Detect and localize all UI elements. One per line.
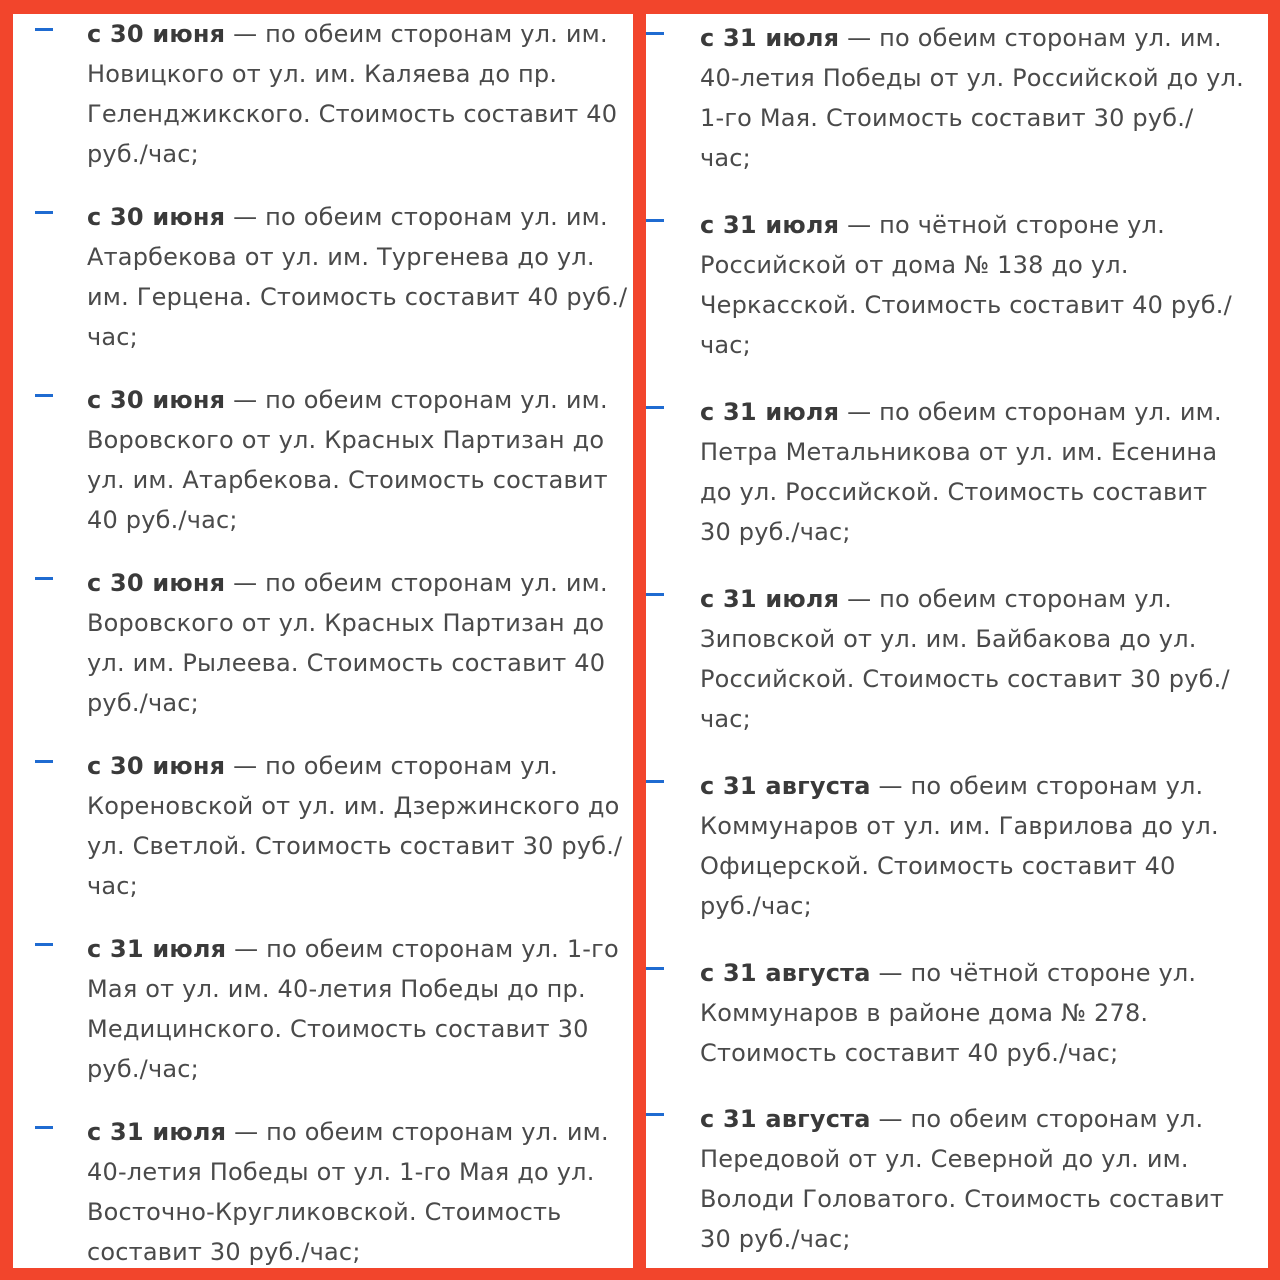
item-line: час; <box>700 331 751 359</box>
item-text <box>87 563 629 723</box>
item-line: Восточно-Кругликовской. Стоимость <box>87 1198 562 1226</box>
item-line: 40-летия Победы от ул. 1-го Мая до ул. <box>87 1158 595 1186</box>
item-line: руб./час; <box>700 892 812 920</box>
dash-bullet-icon <box>646 967 664 970</box>
item-line: 30 руб./час; <box>700 518 851 546</box>
item-line: Новицкого от ул. им. Каляева до пр. <box>87 60 558 88</box>
left-column <box>13 14 633 1268</box>
item-line: — по обеим сторонам ул. им. <box>839 24 1222 52</box>
dash-bullet-icon <box>35 1126 53 1129</box>
item-line: Зиповской от ул. им. Байбакова до ул. <box>700 625 1197 653</box>
item-date: с 31 августа <box>700 772 871 800</box>
item-line: 1-го Мая. Стоимость составит 30 руб./ <box>700 104 1194 132</box>
item-line: Черкасской. Стоимость составит 40 руб./ <box>700 291 1232 319</box>
item-line: Воровского от ул. Красных Партизан до <box>87 426 605 454</box>
item-line: час; <box>87 323 138 351</box>
item-line: Володи Головатого. Стоимость составит <box>700 1185 1225 1213</box>
item-line: составит 30 руб./час; <box>87 1238 361 1266</box>
dash-bullet-icon <box>35 28 53 31</box>
dash-bullet-icon <box>646 32 664 35</box>
item-text <box>700 953 1264 1073</box>
item-line: — по обеим сторонам ул. <box>225 752 559 780</box>
item-date: с 31 августа <box>700 959 871 987</box>
item-date: с 31 июля <box>700 398 840 426</box>
item-date: с 31 августа <box>700 1105 871 1133</box>
item-line: 30 руб./час; <box>700 1225 851 1253</box>
item-date: с 31 июля <box>700 211 840 239</box>
item-line: 40 руб./час; <box>87 506 238 534</box>
item-line: ул. Светлой. Стоимость составит 30 руб./ <box>87 832 623 860</box>
item-line: Офицерской. Стоимость составит 40 <box>700 852 1176 880</box>
item-date: с 30 июня <box>87 386 226 414</box>
item-line: час; <box>700 144 751 172</box>
item-line: Медицинского. Стоимость составит 30 <box>87 1015 589 1043</box>
item-line: час; <box>87 872 138 900</box>
item-line: — по чётной стороне ул. <box>870 959 1197 987</box>
item-line: Воровского от ул. Красных Партизан до <box>87 609 605 637</box>
dash-bullet-icon <box>35 211 53 214</box>
item-line: руб./час; <box>87 1055 199 1083</box>
item-text <box>87 380 629 540</box>
item-line: руб./час; <box>87 689 199 717</box>
item-line: — по обеим сторонам ул. им. <box>225 386 608 414</box>
item-line: — по обеим сторонам ул. им. <box>225 203 608 231</box>
dash-bullet-icon <box>35 760 53 763</box>
item-date: с 30 июня <box>87 752 226 780</box>
dash-bullet-icon <box>646 780 664 783</box>
item-date: с 31 июля <box>700 24 840 52</box>
item-text <box>700 579 1264 739</box>
item-line: Коммунаров от ул. им. Гаврилова до ул. <box>700 812 1219 840</box>
item-line: Петра Метальникова от ул. им. Есенина <box>700 438 1218 466</box>
item-line: Стоимость составит 40 руб./час; <box>700 1039 1119 1067</box>
item-text <box>87 746 629 906</box>
item-text <box>87 197 629 357</box>
item-line: — по обеим сторонам ул. им. <box>225 20 608 48</box>
dash-bullet-icon <box>646 1113 664 1116</box>
dash-bullet-icon <box>646 219 664 222</box>
item-text <box>700 18 1264 178</box>
item-line: им. Герцена. Стоимость составит 40 руб./ <box>87 283 628 311</box>
item-date: с 30 июня <box>87 20 226 48</box>
dash-bullet-icon <box>35 394 53 397</box>
dash-bullet-icon <box>35 943 53 946</box>
item-line: — по чётной стороне ул. <box>839 211 1165 239</box>
item-line: Российской. Стоимость составит 30 руб./ <box>700 665 1230 693</box>
dash-bullet-icon <box>646 593 664 596</box>
item-line: Передовой от ул. Северной до ул. им. <box>700 1145 1189 1173</box>
item-line: ул. им. Рылеева. Стоимость составит 40 <box>87 649 606 677</box>
item-line: Кореновской от ул. им. Дзержинского до <box>87 792 620 820</box>
item-line: руб./час; <box>87 140 199 168</box>
item-text <box>87 14 629 174</box>
item-line: — по обеим сторонам ул. им. <box>839 398 1222 426</box>
item-text <box>700 392 1264 552</box>
item-line: — по обеим сторонам ул. <box>839 585 1173 613</box>
item-text <box>87 1112 629 1268</box>
item-date: с 30 июня <box>87 203 226 231</box>
item-date: с 31 июля <box>87 935 227 963</box>
item-line: — по обеим сторонам ул. им. <box>226 1118 609 1146</box>
item-text <box>700 1099 1264 1259</box>
item-line: — по обеим сторонам ул. им. <box>225 569 608 597</box>
item-date: с 31 июля <box>87 1118 227 1146</box>
item-line: Атарбекова от ул. им. Тургенева до ул. <box>87 243 595 271</box>
item-line: час; <box>700 705 751 733</box>
item-line: Российской от дома № 138 до ул. <box>700 251 1129 279</box>
item-line: Коммунаров в районе дома № 278. <box>700 999 1149 1027</box>
item-line: — по обеим сторонам ул. <box>870 1105 1204 1133</box>
item-date: с 30 июня <box>87 569 226 597</box>
item-text <box>700 205 1264 365</box>
item-date: с 31 июля <box>700 585 840 613</box>
item-line: Геленджикского. Стоимость составит 40 <box>87 100 618 128</box>
dash-bullet-icon <box>646 406 664 409</box>
dash-bullet-icon <box>35 577 53 580</box>
item-text <box>87 929 629 1089</box>
item-line: — по обеим сторонам ул. 1-го <box>226 935 619 963</box>
item-line: — по обеим сторонам ул. <box>870 772 1204 800</box>
item-line: до ул. Российской. Стоимость составит <box>700 478 1208 506</box>
item-text <box>700 766 1264 926</box>
item-line: 40-летия Победы от ул. Российской до ул. <box>700 64 1244 92</box>
item-line: ул. им. Атарбекова. Стоимость составит <box>87 466 608 494</box>
item-line: Мая от ул. им. 40-летия Победы до пр. <box>87 975 586 1003</box>
right-column <box>646 14 1268 1268</box>
